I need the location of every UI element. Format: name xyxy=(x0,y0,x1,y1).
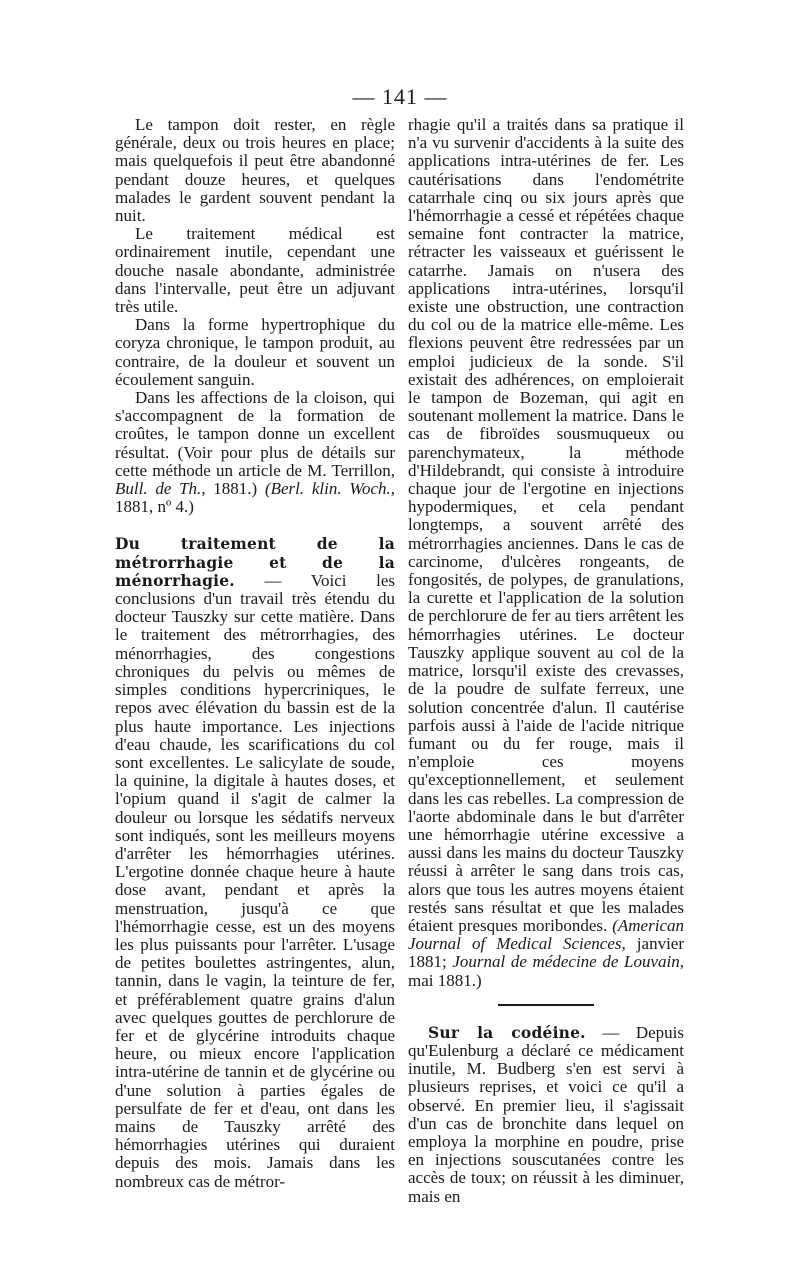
paragraph-tampon-duration: Le tampon doit rester, en règle générale, deux ou trois heures en place; mais quelquefois il peut être abandonné pendant douze heures, et quelques malades le gardent souvent pendant la nuit. xyxy=(115,115,395,226)
septum-text: Dans les affections de la cloison, qui s'accompagnent de la formation de croûtes, le tampon donne un excellent résultat. (Voir pour plus de détails sur cette méthode un article de M. Terrillon, xyxy=(115,388,395,480)
left-column xyxy=(115,116,395,1191)
citation-bull-th-tail: , 1881.) xyxy=(201,479,258,499)
section-metrorrhagia xyxy=(115,535,395,1190)
paragraph-hypertrophic-coryza: Dans la forme hypertrophique du coryza chronique, le tampon produit, au contraire, de la douleur et souvent un écoulement sanguin. xyxy=(115,315,395,389)
citation-american-journal-date: , janvier 1881; xyxy=(408,934,685,972)
citation-berl-klin-tail: , 1881, nº 4.) xyxy=(115,479,395,517)
heading-metrorrhagia: Du traitement de la métrorrhagie et de la ménorrhagie. xyxy=(115,534,395,590)
page-number: — 141 — xyxy=(352,84,448,109)
section-divider xyxy=(498,1004,594,1006)
section-codeine xyxy=(408,1024,684,1206)
paragraph-septum-affections xyxy=(115,389,395,516)
citation-journal-louvain: Journal de médecine de Louvain xyxy=(452,952,680,972)
right-column xyxy=(408,116,684,1206)
metrorrhagia-body: — Voici les conclusions d'un travail très étendu du docteur Tauszky sur cette matière. Dans le traitement des métrorrhagies, des ménorrhagies, des congestions chroniques du pelvis ou mêmes de simples conditions hypercriniques, le repos avec élévation du bassin est de la plus haute importance. Les injections d'eau chaude, les scarifications du col sont excellentes. Le salicylate de soude, la quinine, la digitale à hautes doses, et l'opium quand il s'agit de calmer la douleur ou lorsque les sédatifs nerveux sont indiqués, sont les meilleurs moyens d'arrêter les hémorrhagies utérines. L'ergotine donnée chaque heure à haute dose avant, pendant et après la menstruation, jusqu'à ce que l'hémorrhagie cesse, est un des moyens les plus puissants pour l'arrêter. L'usage de petites boulettes astringentes, alun, tannin, dans le vagin, la teinture de fer, et préférablement quatre grains d'alun avec quelques gouttes de perchlorure de fer et de glycérine introduits chaque heure, ou mieux encore l'application intra-utérine de tannin et de glycérine ou d'une solution à parties égales de persulfate de fer et d'eau, ont dans les mains de Tauszky arrêté des hémorrhagies utérines qui duraient depuis des mois. Jamais dans les nombreux cas de métror- xyxy=(115,570,395,1191)
citation-american-journal: (American Journal of Medical Sciences xyxy=(408,915,684,954)
citation-journal-louvain-date: , mai 1881.) xyxy=(408,952,684,990)
metrorrhagia-continued-text: rhagie qu'il a traités dans sa pratique il n'a vu survenir d'accidents à la suite des applications intra-utérines de fer. Les cautérisations dans l'endométrite catarrhale cinq ou six jours après que l'hémorrhagie a cessé et répétées chaque semaine font contracter la matrice, rétracter les vaisseaux et guérissent le catarrhe. Jamais on n'usera des applications intra-utérines, lorsqu'il existe une obstruction, une contraction du col ou de la matrice elle-même. Les flexions peuvent être redressées par un emploi judicieux de la sonde. S'il existait des adhérences, on emploierait le tampon de Bozeman, qui agit en soutenant mollement la matrice. Dans le cas de fibroïdes sousmuqueux ou parenchymateux, la méthode d'Hildebrandt, qui consiste à introduire chaque jour de l'ergotine en injections hypodermiques, et cela pendant longtemps, a souvent arrêté des métrorrhagies anciennes. Dans le cas de carcinome, d'ulcères rongeants, de fongosités, de polypes, de granulations, la curette et l'application de la solution de perchlorure de fer au tiers arrêtent les hémorrhagies utérines. Le docteur Tauszky applique souvent au col de la matrice, lorsqu'il existe des crevasses, de la poudre de sulfate ferreux, une solution concentrée d'alun. Il cautérise parfois aussi à l'aide de l'acide nitrique fumant ou du fer rouge, mais il n'emploie ces moyens qu'exceptionnellement, et seulement dans les cas rebelles. La compression de l'aorte abdominale dans le but d'arrêter une hémorrhagie utérine excessive a aussi dans les mains du docteur Tauszky réussi à arrêter le sang dans trois cas, alors que tous les autres moyens étaient restés sans résultat et que les malades étaient presques moribondes. xyxy=(408,115,684,935)
spacer xyxy=(115,516,395,535)
citation-bull-th: Bull. de Th. xyxy=(115,479,202,499)
heading-codeine: Sur la codéine. xyxy=(428,1022,586,1042)
paragraph-medical-treatment: Le traitement médical est ordinairement inutile, cependant une douche nasale abondante, administrée dans l'intervalle, peut être un adjuvant très utile. xyxy=(115,224,395,317)
codeine-body: — Depuis qu'Eulenburg a déclaré ce médicament inutile, M. Budberg s'en est servi à plusieurs reprises, et voici ce qu'il a observé. En premier lieu, il s'agissait d'un cas de bronchite dans lequel on employa la morphine en poudre, prise en injections souscutanées contre les accès de toux; on réussit à les diminuer, mais en xyxy=(408,1022,684,1206)
citation-berl-klin: (Berl. klin. Woch. xyxy=(264,479,391,499)
paragraph-metrorrhagia-continued xyxy=(408,116,684,990)
